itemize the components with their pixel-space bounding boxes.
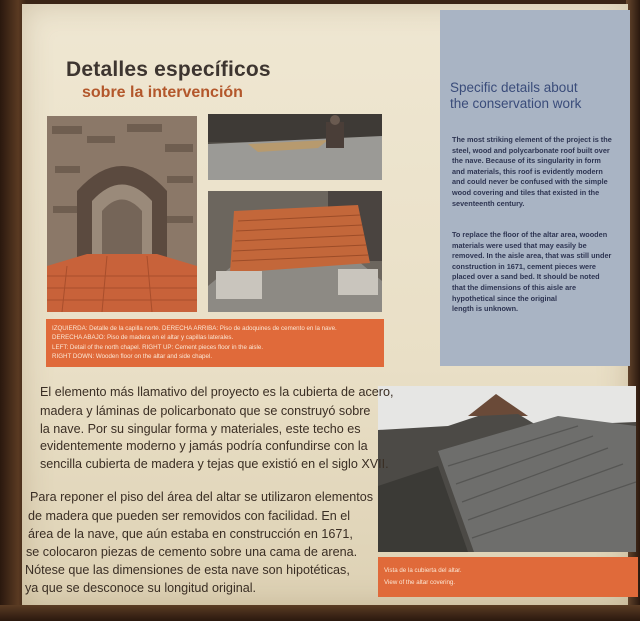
caption-line: RIGHT DOWN: Wooden floor on the altar and side chapel. bbox=[52, 353, 213, 360]
spanish-line: Para reponer el piso del área del altar se utilizaron elementos bbox=[30, 490, 374, 504]
caption-line: IZQUIERDA: Detalle de la capilla norte. DERECHA ARRIBA: Piso de adoquines de cemento en la nave. bbox=[52, 325, 337, 332]
spanish-line: Nótese que las dimensiones de esta nave son hipotéticas, bbox=[25, 563, 350, 577]
caption-line: LEFT: Detail of the north chapel. RIGHT UP: Cement pieces floor in the aisle. bbox=[52, 344, 264, 351]
wooden-floor-photo bbox=[208, 191, 382, 312]
spanish-line: El elemento más llamativo del proyecto es la cubierta de acero, bbox=[40, 385, 394, 399]
north-chapel-arch-photo bbox=[47, 116, 197, 312]
photo-caption-main bbox=[46, 319, 384, 367]
photo-caption-roof bbox=[378, 557, 638, 597]
english-text-panel bbox=[440, 10, 630, 366]
spanish-line: área de la nave, que aún estaba en construcción en 1671, bbox=[28, 527, 353, 541]
caption-line: Vista de la cubierta del altar. bbox=[384, 567, 462, 574]
spanish-line: madera y láminas de policarbonato que se construyó sobre bbox=[40, 404, 371, 418]
sign-subtitle: sobre la intervención bbox=[82, 84, 243, 101]
spanish-line: se colocaron piezas de cemento sobre una cama de arena. bbox=[26, 545, 358, 559]
altar-roof-photo bbox=[378, 386, 636, 552]
spanish-line: evidentemente moderno y jamás podría confundirse con la bbox=[40, 439, 368, 453]
caption-line: DERECHA ABAJO: Piso de madera en el altar y capillas laterales. bbox=[52, 334, 234, 341]
spanish-line: la nave. Por su singular forma y materiales, este techo es bbox=[40, 422, 361, 436]
english-title: Specific details about the conservation work bbox=[450, 80, 582, 111]
cement-floor-photo bbox=[208, 114, 382, 180]
spanish-line: sencilla cubierta de madera y tejas que existió en el siglo XVII. bbox=[40, 457, 389, 471]
english-paragraph-2: To replace the floor of the altar area, wooden materials were used that may easily be removed. In the aisle area, that was still under construction in 1671, cement pieces were placed over a sand bed. It should be noted that the dimensions of this aisle are hypothetical since the original length is unknown. bbox=[452, 230, 612, 314]
sign-title: Detalles específicos bbox=[66, 58, 271, 81]
spanish-line: de madera que pueden ser removidos con facilidad. En el bbox=[28, 509, 351, 523]
english-paragraph-1: The most striking element of the project is the steel, wood and polycarbonate roof built over the nave. Because of its singularity in form and materials, this roof is evidently modern and could never be confused with the simple wood covering and tiles that existed in the seventeenth century. bbox=[452, 135, 612, 208]
wooden-frame-bottom bbox=[0, 605, 640, 621]
caption-line: View of the altar covering. bbox=[384, 579, 456, 586]
spanish-line: ya que se desconoce su longitud original. bbox=[25, 581, 257, 595]
